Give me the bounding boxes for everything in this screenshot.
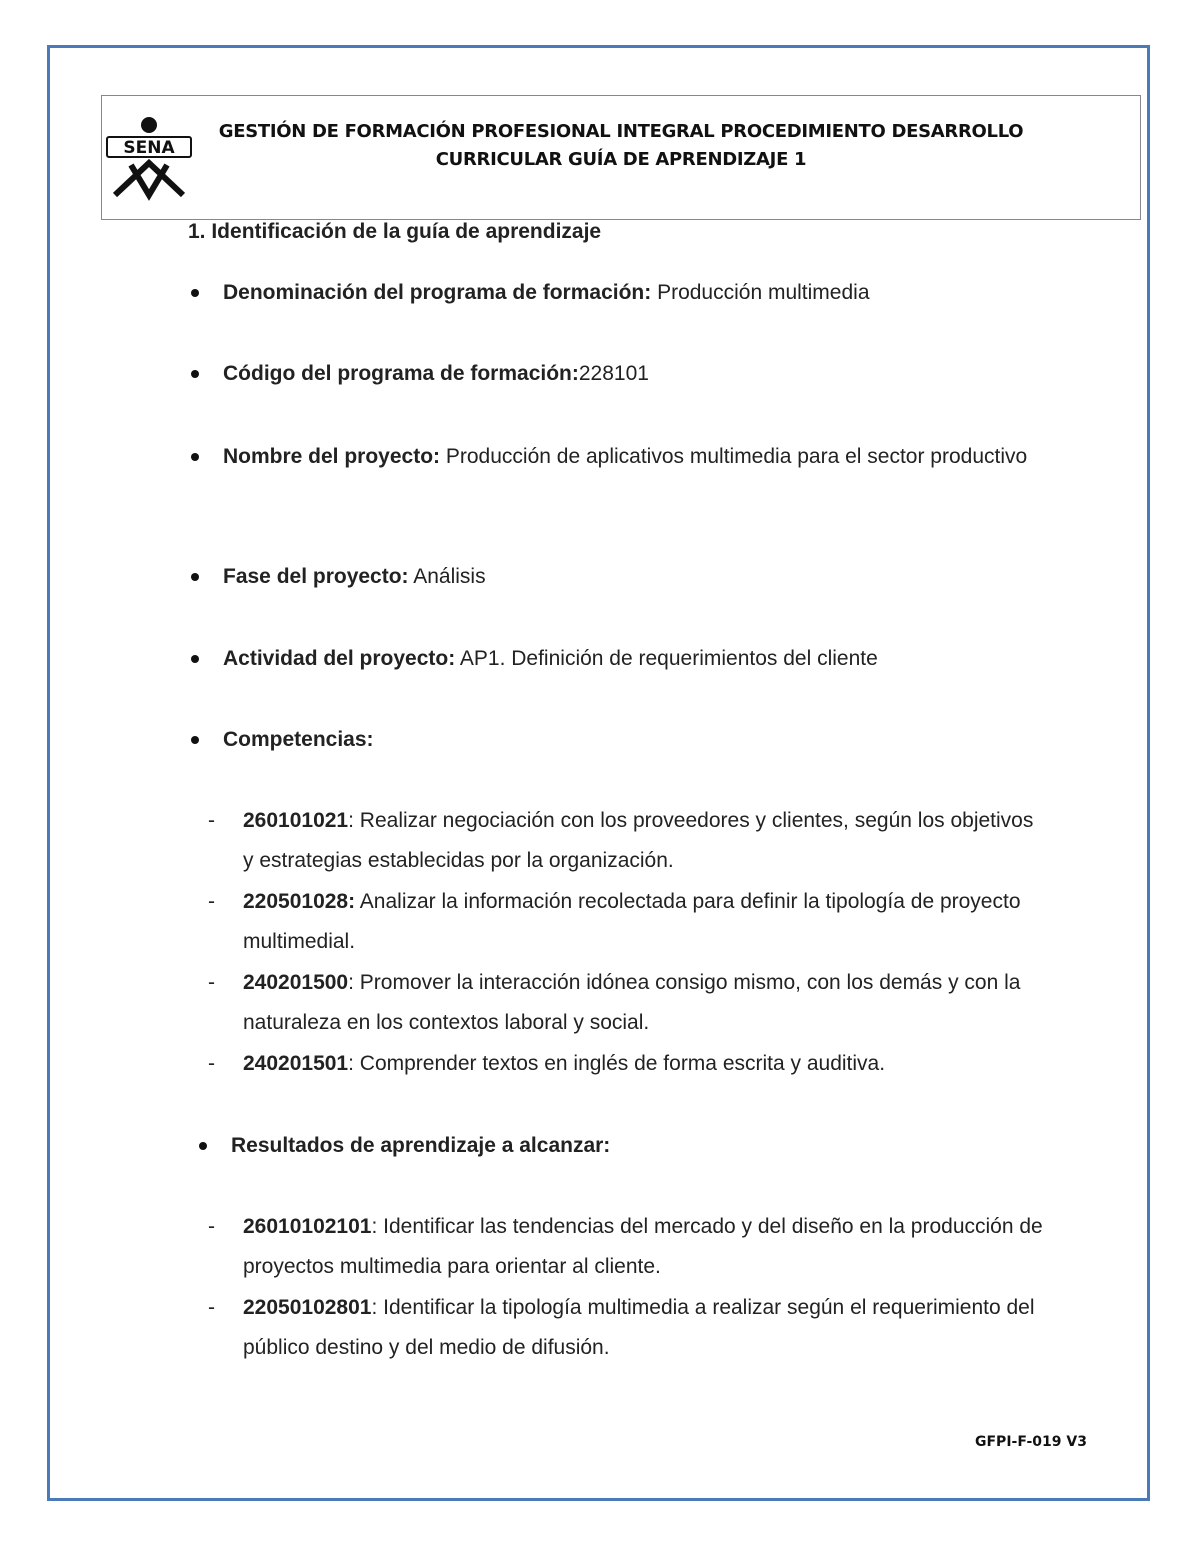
field-project-phase (188, 557, 1048, 597)
sena-logo (105, 115, 195, 205)
footer-form-code: GFPI-F-019 V3 (975, 1434, 1087, 1450)
dash-marker: - (208, 971, 215, 994)
dash-marker: - (208, 1215, 215, 1238)
dash-marker: - (208, 809, 215, 832)
resultado-text: : Identificar las tendencias del mercado y del diseño en la producción de proyectos multimedia para orientar al cliente. (243, 1215, 1043, 1278)
resultado-text: : Identificar la tipología multimedia a realizar según el requerimiento del público destino y del medio de difusión. (243, 1296, 1035, 1359)
resultado-item (188, 1207, 1048, 1287)
field-value: Análisis (408, 565, 486, 588)
field-program-code (188, 354, 1048, 394)
resultado-code: 22050102801 (243, 1296, 372, 1319)
field-label: Actividad del proyecto: (223, 647, 456, 670)
competencia-text: : Comprender textos en inglés de forma escrita y auditiva. (348, 1052, 886, 1075)
field-label: Competencias: (223, 728, 374, 751)
document-title: GESTIÓN DE FORMACIÓN PROFESIONAL INTEGRAL PROCEDIMIENTO DESARROLLO CURRICULAR GUÍA DE APRENDIZAJE 1 (218, 121, 1024, 170)
competencia-text: : Realizar negociación con los proveedores y clientes, según los objetivos y estrategias establecidas por la organización. (243, 809, 1034, 872)
competencia-code: 240201500 (243, 971, 349, 994)
dash-marker: - (208, 1296, 215, 1319)
dash-marker: - (208, 890, 215, 913)
competencia-code: 260101021 (243, 809, 349, 832)
competencia-text: : Promover la interacción idónea consigo mismo, con los demás y con la naturaleza en los contextos laboral y social. (243, 971, 1021, 1034)
competencia-item (188, 1044, 1048, 1084)
field-resultados (196, 1126, 1056, 1166)
competencia-item (188, 882, 1048, 962)
field-value: Producción multimedia (651, 281, 870, 304)
field-label: Nombre del proyecto: (223, 445, 441, 468)
competencia-code: 220501028: (243, 890, 356, 913)
field-project-name (188, 437, 1048, 477)
resultado-code: 26010102101 (243, 1215, 372, 1238)
competencia-code: 240201501 (243, 1052, 349, 1075)
field-label: Denominación del programa de formación: (223, 281, 652, 304)
field-competencias (188, 720, 1048, 760)
competencia-item (188, 963, 1048, 1043)
logo-text: SENA (123, 138, 175, 158)
section-heading: 1. Identificación de la guía de aprendizaje (188, 220, 602, 243)
dash-marker: - (208, 1052, 215, 1075)
field-label: Fase del proyecto: (223, 565, 409, 588)
field-project-activity (188, 639, 1048, 679)
competencia-text: Analizar la información recolectada para definir la tipología de proyecto multimedial. (243, 890, 1021, 953)
field-label: Resultados de aprendizaje a alcanzar: (231, 1134, 611, 1157)
field-value: 228101 (578, 362, 649, 385)
competencia-item (188, 801, 1048, 881)
resultado-item (188, 1288, 1048, 1368)
field-value: Producción de aplicativos multimedia para el sector productivo (440, 445, 1028, 468)
field-label: Código del programa de formación: (223, 362, 579, 385)
field-value: AP1. Definición de requerimientos del cliente (455, 647, 878, 670)
field-program-name (188, 273, 1048, 313)
